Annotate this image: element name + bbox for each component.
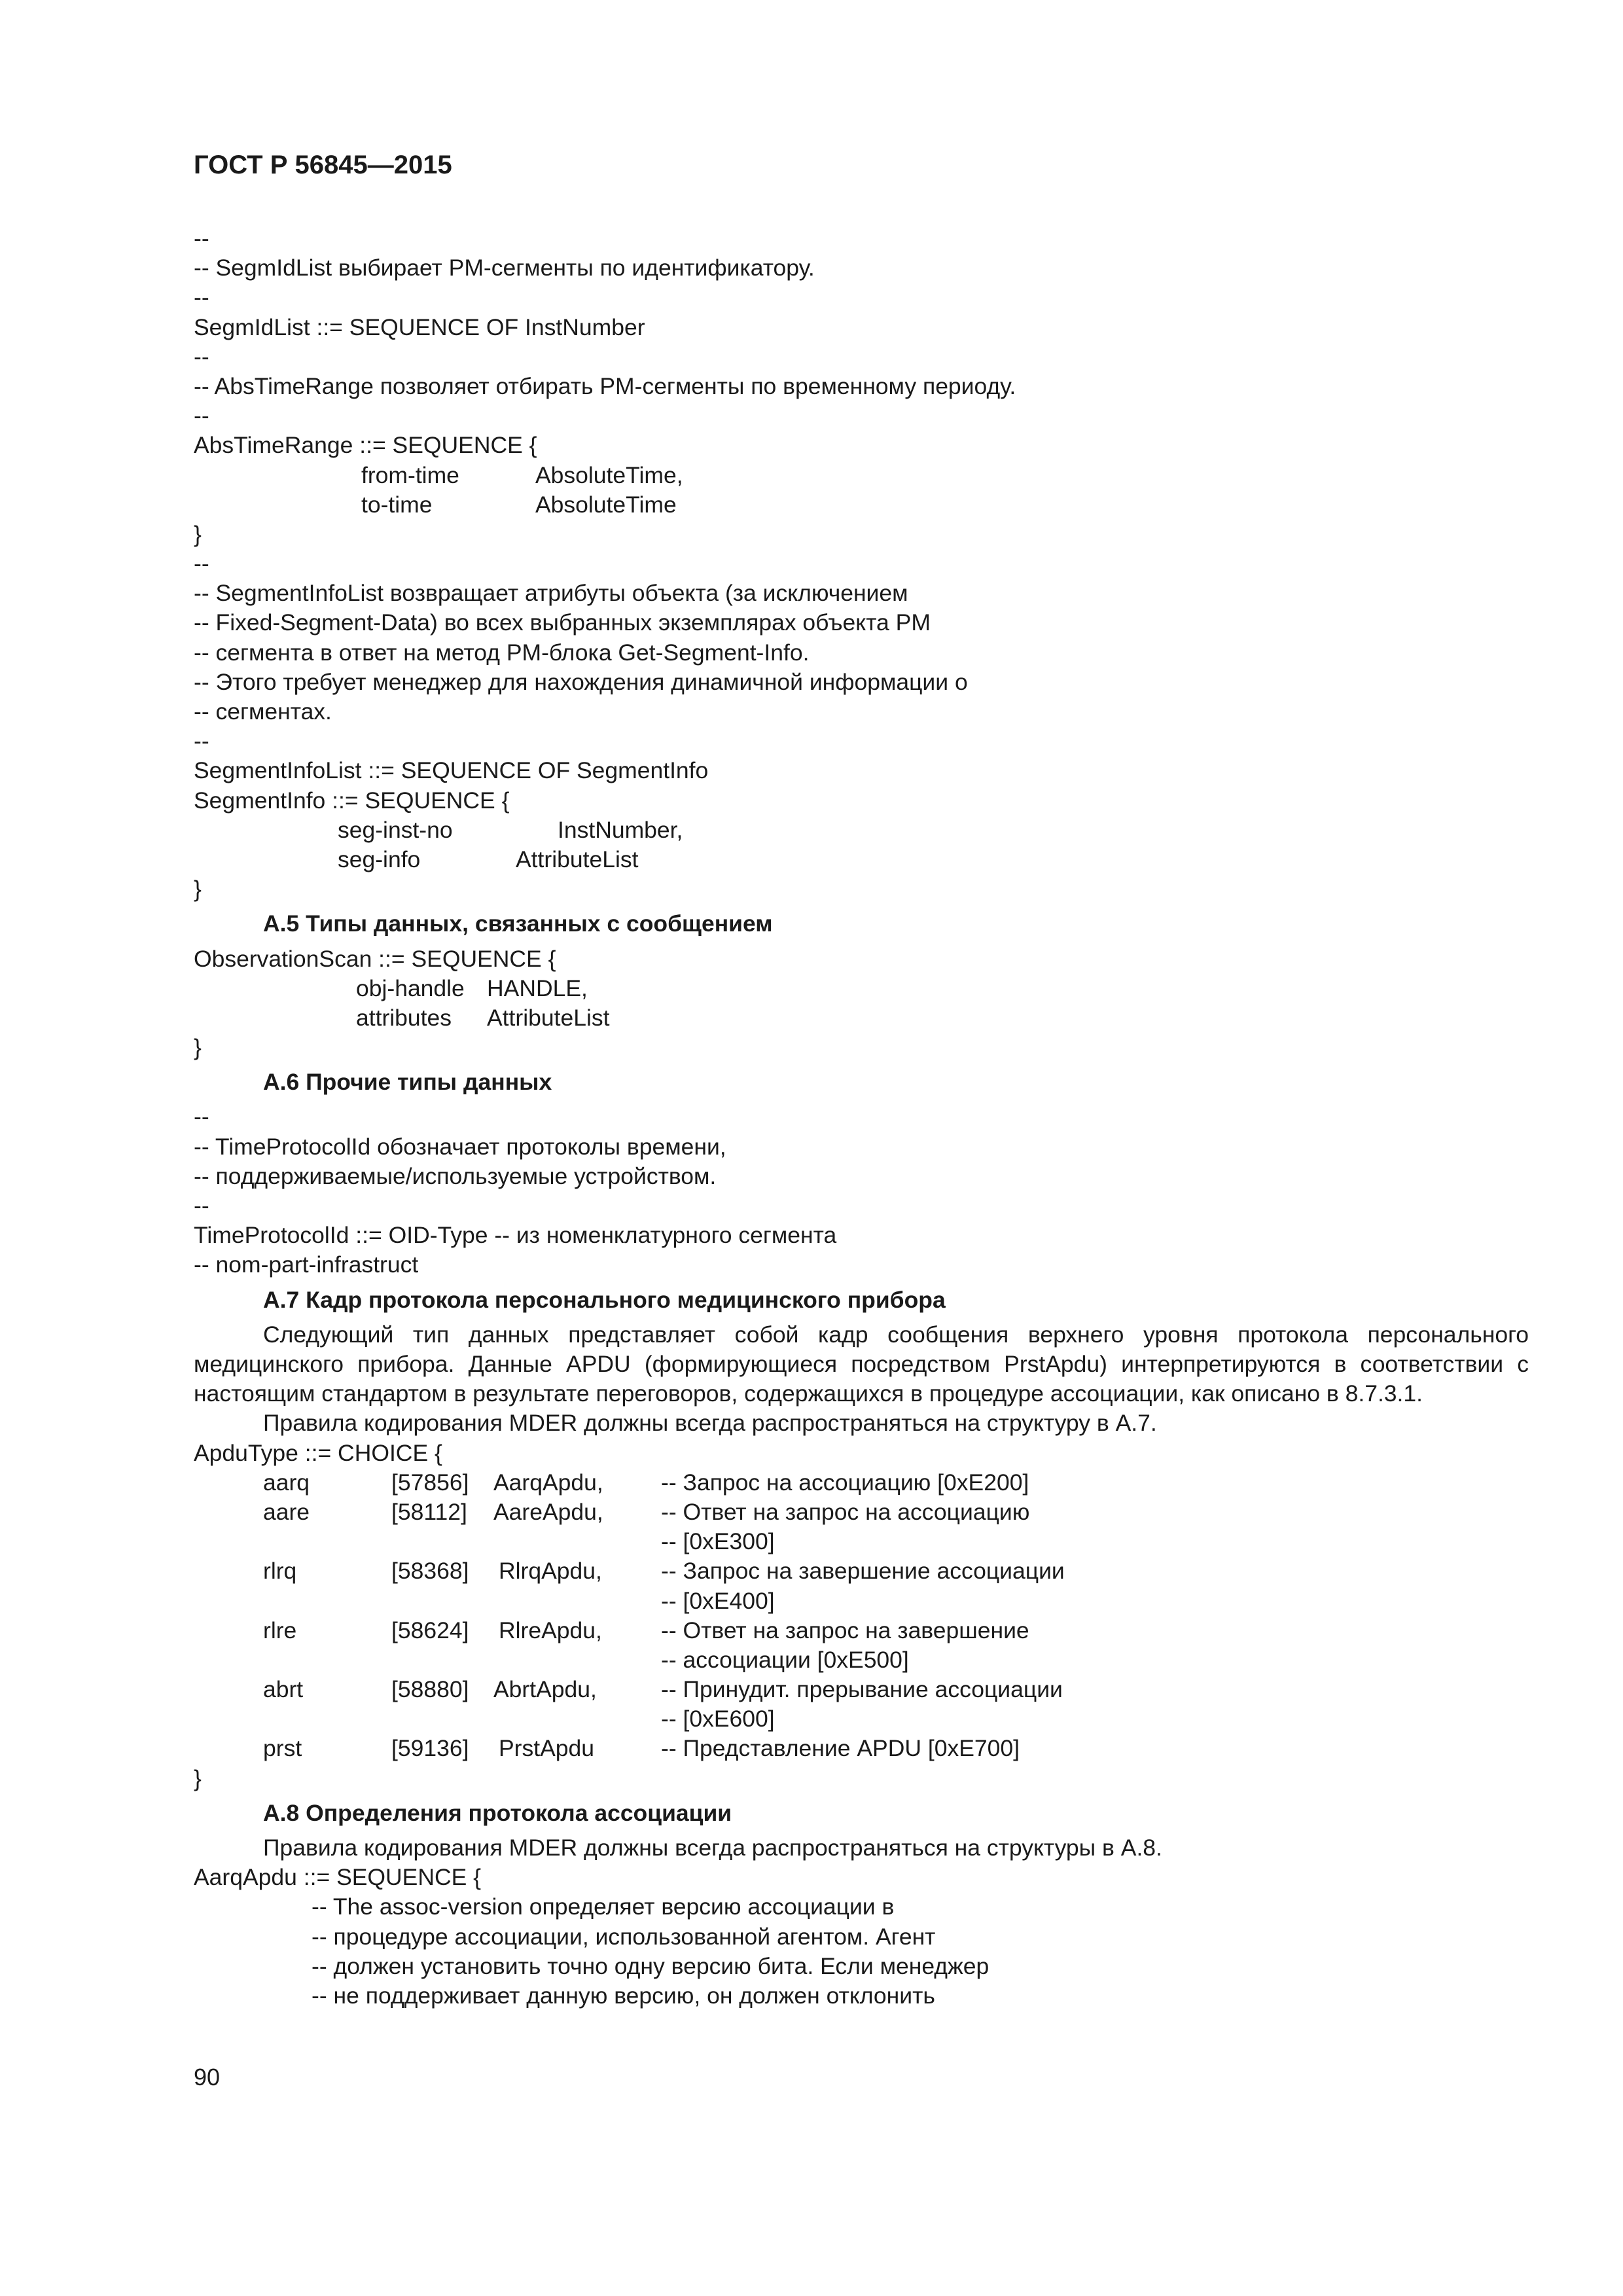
field-row — [194, 1003, 1529, 1033]
field-name: from-time — [361, 461, 459, 488]
code-line: -- — [194, 403, 209, 429]
code-line: TimeProtocolId ::= OID-Type -- из номенклатурного сегмента — [194, 1222, 837, 1249]
choice-type: RlreApdu, — [499, 1617, 602, 1643]
choice-comment: -- Представление APDU [0xE700] — [661, 1735, 1020, 1762]
choice-tag: [57856] — [391, 1469, 469, 1496]
code-line: -- — [194, 550, 209, 577]
code-line: -- — [194, 1193, 209, 1219]
choice-name: abrt — [263, 1676, 304, 1703]
code-line: -- SegmIdList выбирает PM-сегменты по идентификатору. — [194, 255, 815, 281]
section-a8 — [194, 1799, 1529, 2011]
code-line: -- AbsTimeRange позволяет отбирать PM-сегменты по временному периоду. — [194, 372, 1016, 399]
choice-row — [194, 1587, 1529, 1616]
choice-name: rlre — [263, 1617, 297, 1643]
field-name: to-time — [361, 491, 433, 518]
choice-row — [194, 1527, 1529, 1556]
choice-type: AarqApdu, — [493, 1469, 603, 1496]
field-name: seg-info — [338, 846, 421, 872]
field-row — [194, 490, 1529, 520]
closing-brace: } — [194, 520, 202, 547]
choice-comment: -- Принудит. прерывание ассоциации — [661, 1676, 1063, 1703]
segm-block — [194, 224, 1529, 549]
choice-type: RlrqApdu, — [499, 1558, 602, 1585]
choice-comment: -- Ответ на запрос на завершение — [661, 1617, 1029, 1643]
choice-type: PrstApdu — [499, 1735, 595, 1762]
section-a6 — [194, 1067, 1529, 1280]
segment-info-block — [194, 549, 1529, 904]
choice-type: AareApdu, — [493, 1498, 603, 1525]
code-line: ObservationScan ::= SEQUENCE { — [194, 945, 556, 972]
code-line: -- — [194, 728, 209, 755]
choice-name: prst — [263, 1735, 302, 1762]
section-heading: А.8 Определения протокола ассоциации — [263, 1799, 732, 1826]
code-line: -- nom-part-infrastruct — [194, 1251, 419, 1278]
code-line: -- — [194, 1103, 209, 1130]
choice-row — [194, 1616, 1529, 1645]
choice-comment: -- Запрос на завершение ассоциации — [661, 1558, 1065, 1585]
choice-tag: [59136] — [391, 1735, 469, 1762]
choice-comment: -- [0xE400] — [661, 1587, 775, 1614]
field-type: InstNumber, — [558, 816, 683, 843]
code-line: AbsTimeRange ::= SEQUENCE { — [194, 432, 537, 459]
code-line: AarqApdu ::= SEQUENCE { — [194, 1864, 482, 1891]
choice-row — [194, 1704, 1529, 1734]
section-heading: А.7 Кадр протокола персонального медицинского прибора — [263, 1286, 946, 1313]
choice-name: aarq — [263, 1469, 310, 1496]
choice-tag: [58624] — [391, 1617, 469, 1643]
choice-row — [194, 1468, 1529, 1498]
code-line: -- сегмента в ответ на метод PM-блока Get-Segment-Info. — [194, 639, 810, 666]
document-body — [194, 224, 1529, 2011]
section-a7 — [194, 1285, 1529, 1793]
page-number: 90 — [194, 2064, 221, 2090]
choice-name: aare — [263, 1498, 310, 1525]
closing-brace: } — [194, 1765, 202, 1791]
field-name: attributes — [356, 1004, 452, 1031]
code-line: -- SegmentInfoList возвращает атрибуты объекта (за исключением — [194, 580, 908, 607]
code-comment: -- должен установить точно одну версию бита. Если менеджер — [312, 1952, 990, 1979]
code-line: -- TimeProtocolId обозначает протоколы времени, — [194, 1133, 726, 1160]
paragraph: Правила кодирования MDER должны всегда распространяться на структуру в А.7. — [263, 1410, 1157, 1437]
section-a5 — [194, 909, 1529, 1062]
document-header: ГОСТ Р 56845—2015 — [194, 151, 452, 179]
paragraph: Следующий тип данных представляет собой кадр сообщения верхнего уровня протокола персонального медицинского прибора. Данные APDU (формирующиеся посредством PrstApdu) интерпретируются в соответствии с настоящим стандартом в результате переговоров, содержащихся в процедуре ассоциации, как описано в 8.7.3.1. — [194, 1321, 1529, 1407]
choice-comment: -- Запрос на ассоциацию [0xE200] — [661, 1469, 1029, 1496]
code-line: -- поддерживаемые/используемые устройством. — [194, 1162, 717, 1189]
code-line: -- — [194, 284, 209, 311]
section-heading: А.5 Типы данных, связанных с сообщением — [263, 910, 773, 937]
code-comment: -- процедуре ассоциации, использованной агентом. Агент — [312, 1923, 936, 1950]
choice-tag: [58368] — [391, 1558, 469, 1585]
code-line: -- Fixed-Segment-Data) во всех выбранных экземплярах объекта PM — [194, 609, 931, 636]
choice-row — [194, 1645, 1529, 1675]
choice-row — [194, 1556, 1529, 1586]
closing-brace: } — [194, 876, 202, 903]
field-type: AttributeList — [516, 846, 639, 872]
choice-row — [194, 1498, 1529, 1527]
field-type: AttributeList — [487, 1004, 610, 1031]
choice-name: rlrq — [263, 1558, 297, 1585]
choice-row — [194, 1734, 1529, 1763]
field-row — [194, 974, 1529, 1003]
field-name: seg-inst-no — [338, 816, 453, 843]
field-row — [194, 461, 1529, 490]
choice-comment: -- Ответ на запрос на ассоциацию — [661, 1498, 1030, 1525]
choice-comment: -- ассоциации [0xE500] — [661, 1646, 909, 1673]
code-comment: -- The assoc-version определяет версию ассоциации в — [312, 1893, 895, 1920]
field-row — [194, 845, 1529, 874]
choice-comment: -- [0xE600] — [661, 1706, 775, 1732]
field-name: obj-handle — [356, 975, 465, 1001]
field-type: AbsoluteTime, — [535, 461, 683, 488]
code-line: -- — [194, 343, 209, 370]
field-row — [194, 816, 1529, 845]
choice-tag: [58112] — [391, 1498, 467, 1525]
field-type: HANDLE, — [487, 975, 588, 1001]
choice-type: AbrtApdu, — [493, 1676, 597, 1703]
choice-tag: [58880] — [391, 1676, 469, 1703]
code-line: SegmentInfo ::= SEQUENCE { — [194, 787, 510, 814]
choice-comment: -- [0xE300] — [661, 1528, 775, 1555]
code-line: SegmentInfoList ::= SEQUENCE OF SegmentInfo — [194, 757, 709, 784]
closing-brace: } — [194, 1034, 202, 1061]
code-line: ApduType ::= CHOICE { — [194, 1439, 442, 1466]
code-line: -- — [194, 225, 209, 251]
code-line: -- Этого требует менеджер для нахождения динамичной информации о — [194, 668, 968, 695]
code-comment: -- не поддерживает данную версию, он должен отклонить — [312, 1982, 935, 2009]
paragraph: Правила кодирования MDER должны всегда распространяться на структуры в А.8. — [263, 1835, 1162, 1861]
code-line: SegmIdList ::= SEQUENCE OF InstNumber — [194, 314, 645, 340]
field-type: AbsoluteTime — [535, 491, 677, 518]
choice-row — [194, 1675, 1529, 1704]
code-line: -- сегментах. — [194, 698, 332, 725]
section-heading: А.6 Прочие типы данных — [263, 1069, 552, 1096]
